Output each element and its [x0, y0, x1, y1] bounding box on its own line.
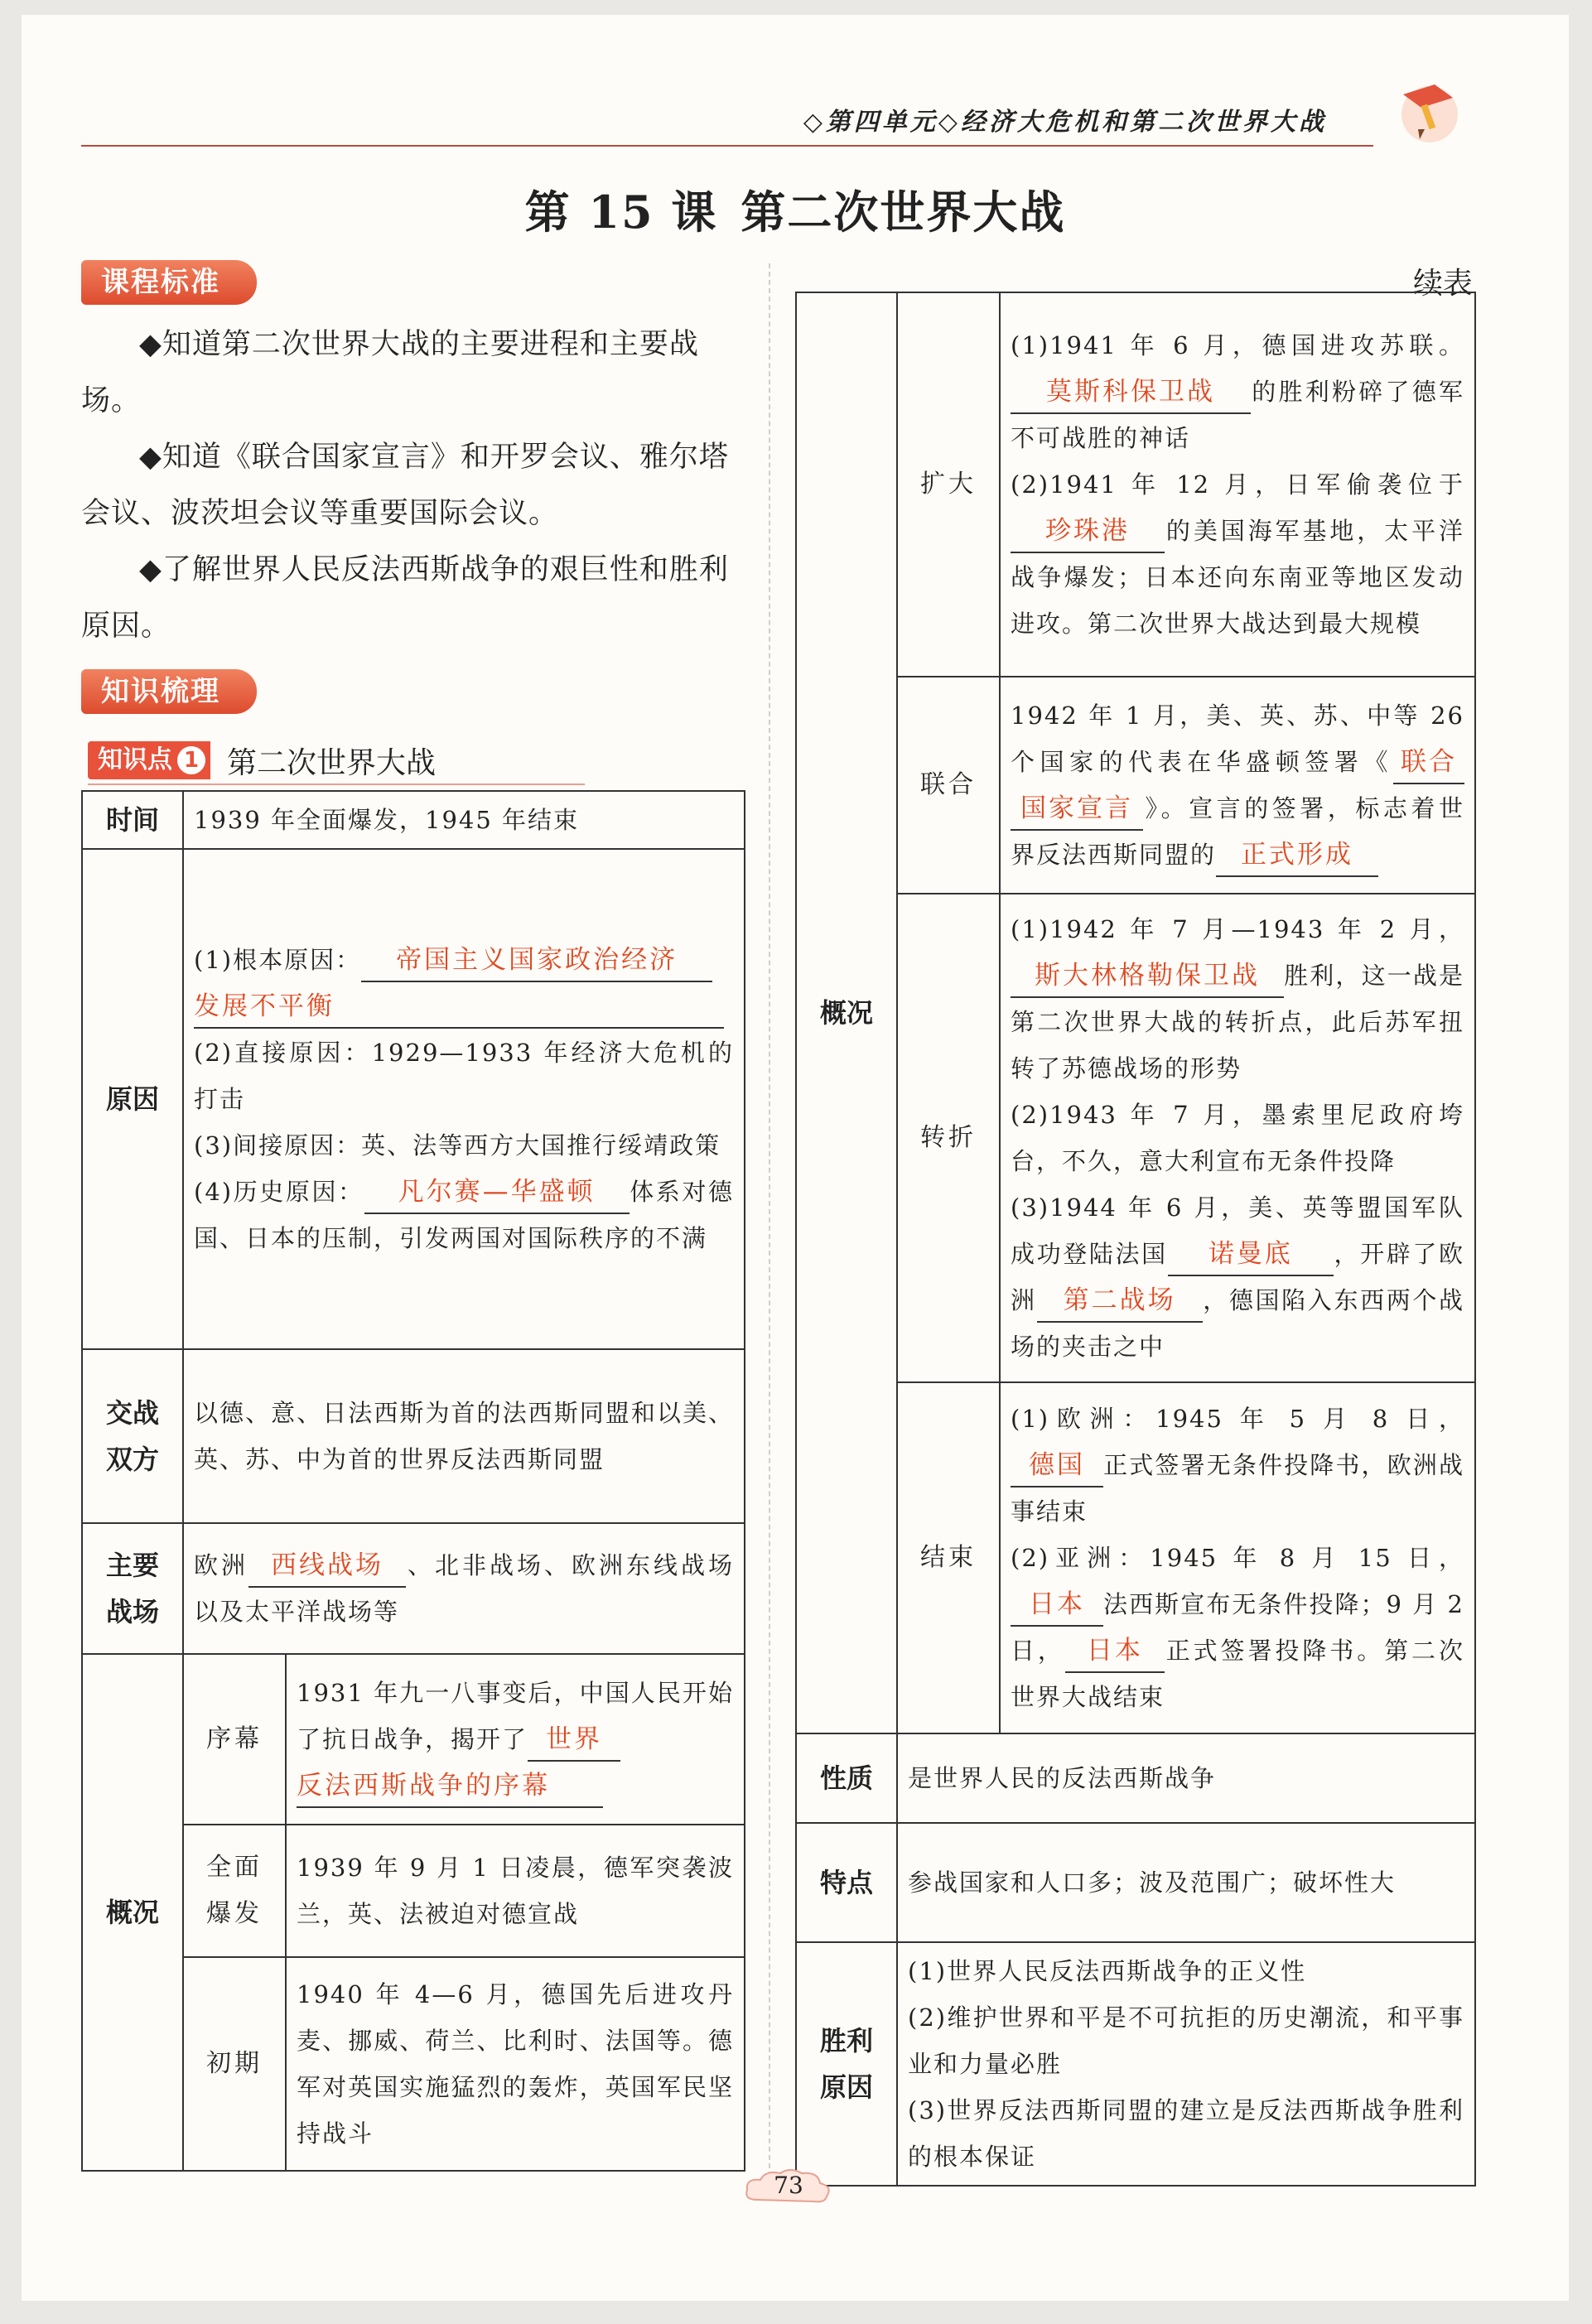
- answer-western-front: 西线战场: [248, 1545, 406, 1588]
- standards-tag: 课程标准: [81, 260, 257, 305]
- prologue-text: [286, 1654, 745, 1825]
- victory-reason-1: (1)世界人民反法西斯战争的正义性: [908, 1957, 1307, 1985]
- left-table: [81, 790, 745, 2172]
- unit-header: ◇第四单元◇经济大危机和第二次世界大战: [803, 108, 1327, 137]
- continued-label: 续表: [1413, 267, 1474, 301]
- outbreak-label-a: 全面: [206, 1853, 263, 1882]
- nature-label: 性质: [796, 1733, 897, 1823]
- victory-label: [796, 1942, 897, 2186]
- textbook-page: [22, 15, 1569, 2301]
- battlefield-label-a: 主要: [105, 1550, 159, 1581]
- row-nature: [796, 1733, 1475, 1823]
- battlefield-suffix: 、北非战场、欧洲东线战场以及太平洋战场等: [194, 1551, 734, 1626]
- cause-text: [183, 849, 745, 1349]
- victory-label-b: 原因: [819, 2071, 873, 2103]
- answer-second-front: 第二战场: [1037, 1280, 1203, 1323]
- turn-3-middle: ，开辟了欧洲: [1011, 1240, 1464, 1314]
- features-label: 特点: [796, 1823, 897, 1942]
- time-label: 时间: [82, 791, 183, 849]
- unite-label: 联合: [897, 677, 1000, 894]
- knowledge-point-number: 1: [177, 746, 205, 774]
- turn-label: 转折: [897, 894, 1000, 1382]
- answer-japan-1: 日本: [1011, 1584, 1103, 1627]
- victory-text: [897, 1942, 1475, 2186]
- turn-3-suffix: ，德国陷入东西两个战场的夹击之中: [1011, 1286, 1464, 1361]
- answer-root-cause-b: 发展不平衡: [194, 986, 724, 1029]
- expand-1-prefix: (1)1941 年 6 月，德国进攻苏联。: [1011, 331, 1464, 359]
- graduation-pencil-icon: [1387, 75, 1466, 149]
- turn-1-suffix: 胜利，这一战是第二次世界大战的转折点，此后苏军扭转了苏德战场的形势: [1011, 962, 1464, 1082]
- sides-label: [82, 1349, 183, 1523]
- answer-versailles-washington: 凡尔赛—华盛顿: [364, 1171, 630, 1214]
- row-turn: [796, 894, 1475, 1382]
- overview-label: 概况: [82, 1654, 183, 2171]
- row-victory: [796, 1942, 1475, 2186]
- row-cause: [82, 849, 745, 1349]
- victory-label-a: 胜利: [819, 2025, 873, 2056]
- knowledge-point-heading: [88, 740, 436, 780]
- answer-normandy: 诺曼底: [1168, 1233, 1334, 1276]
- cause-2: (2)直接原因：1929—1933 年经济大危机的打击: [194, 1039, 735, 1113]
- end-2-suffix: 正式签署投降书。第二次世界大战结束: [1011, 1637, 1464, 1711]
- knowledge-point-rule: [88, 784, 585, 785]
- lesson-title: [22, 177, 1569, 241]
- row-features: [796, 1823, 1475, 1942]
- cause-4-prefix: (4)历史原因：: [194, 1178, 364, 1206]
- prologue-prefix: 1931 年九一八事变后，中国人民开始了抗日战争，揭开了: [297, 1679, 735, 1753]
- time-text: 1939 年全面爆发，1945 年结束: [183, 791, 745, 849]
- features-text: 参战国家和人口多；波及范围广；破坏性大: [897, 1823, 1475, 1942]
- prologue-label: 序幕: [183, 1654, 286, 1825]
- row-expand: [796, 292, 1475, 677]
- unite-prefix: 1942 年 1 月，美、英、苏、中等 26 个国家的代表在华盛顿签署《: [1011, 702, 1464, 776]
- row-sides: [82, 1349, 745, 1523]
- end-1-suffix: 正式签署无条件投降书，欧洲战事结束: [1011, 1451, 1464, 1526]
- turn-1-prefix: (1)1942 年 7 月—1943 年 2 月，: [1011, 915, 1464, 943]
- end-1-prefix: (1)欧洲：1945 年 5 月 8 日，: [1011, 1405, 1464, 1433]
- turn-2: (2)1943 年 7 月，墨索里尼政府垮台，不久，意大利宣布无条件投降: [1011, 1101, 1464, 1175]
- cause-1-prefix: (1)根本原因：: [194, 946, 362, 974]
- victory-reason-2: (2)维护世界和平是不可抗拒的历史潮流，和平事业和力量必胜: [908, 2003, 1464, 2078]
- battlefield-text: [183, 1523, 745, 1654]
- sides-label-b: 双方: [105, 1444, 159, 1475]
- right-table: [795, 292, 1476, 2187]
- standard-2: ◆知道《联合国家宣言》和开罗会议、雅尔塔会议、波茨坦会议等重要国际会议。: [81, 441, 729, 530]
- row-end: [796, 1382, 1475, 1733]
- turn-3-prefix: (3)1944 年 6 月，美、英等盟国军队成功登陆法国: [1011, 1193, 1464, 1268]
- early-label: 初期: [183, 1957, 286, 2171]
- knowledge-tag: 知识梳理: [81, 669, 257, 714]
- end-label: 结束: [897, 1382, 1000, 1733]
- standard-3: ◆了解世界人民反法西斯战争的艰巨性和胜利原因。: [81, 553, 729, 643]
- page-number: [739, 2163, 838, 2210]
- right-overview-label: 概况: [796, 292, 897, 1733]
- unite-text: [1000, 677, 1475, 894]
- header-rule: [81, 145, 1373, 147]
- answer-world: 世界: [528, 1719, 620, 1762]
- turn-text: [1000, 894, 1475, 1382]
- row-battlefield: [82, 1523, 745, 1654]
- expand-2-prefix: (2)1941 年 12 月，日军偷袭位于: [1011, 470, 1464, 499]
- end-2-prefix: (2)亚洲：1945 年 8 月 15 日，: [1011, 1544, 1464, 1572]
- sides-text: 以德、意、日法西斯为首的法西斯同盟和以美、英、苏、中为首的世界反法西斯同盟: [183, 1349, 745, 1523]
- expand-text: [1000, 292, 1475, 677]
- sides-label-a: 交战: [105, 1397, 159, 1429]
- answer-japan-2: 日本: [1065, 1630, 1165, 1673]
- standard-1: ◆知道第二次世界大战的主要进程和主要战场。: [81, 328, 699, 417]
- answer-formally-formed: 正式形成: [1216, 834, 1378, 877]
- unite-middle: 》。宣言的签署，标志着世界反法西斯同盟的: [1011, 794, 1464, 869]
- column-divider: [769, 263, 770, 2193]
- answer-stalingrad: 斯大林格勒保卫战: [1011, 955, 1284, 998]
- answer-united: 联合: [1393, 741, 1464, 784]
- answer-nations-declaration: 国家宣言: [1011, 788, 1143, 831]
- answer-germany: 德国: [1011, 1444, 1103, 1487]
- outbreak-text: 1939 年 9 月 1 日凌晨，德军突袭波兰，英、法被迫对德宣战: [286, 1825, 745, 1957]
- knowledge-point-title: 第二次世界大战: [227, 745, 437, 780]
- answer-pearl-harbor: 珍珠港: [1011, 510, 1165, 553]
- cause-4-suffix: 体系对德国、日本的压制，引发两国对国际秩序的不满: [194, 1178, 734, 1252]
- battlefield-prefix: 欧洲: [194, 1551, 248, 1579]
- row-prologue: [82, 1654, 745, 1825]
- answer-moscow: 莫斯科保卫战: [1011, 371, 1251, 414]
- row-time: [82, 791, 745, 849]
- cause-3: (3)间接原因：英、法等西方大国推行绥靖政策: [194, 1131, 721, 1160]
- end-2-middle: 法西斯宣布无条件投降；9 月 2 日，: [1011, 1590, 1464, 1665]
- early-text: 1940 年 4—6 月，德国先后进攻丹麦、挪威、荷兰、比利时、法国等。德军对英国实施猛烈的轰炸，英国军民坚持战斗: [286, 1957, 745, 2171]
- outbreak-label-b: 爆发: [206, 1899, 263, 1928]
- row-unite: [796, 677, 1475, 894]
- battlefield-label-b: 战场: [105, 1596, 159, 1627]
- knowledge-point-label: 知识点: [98, 745, 172, 774]
- page-number-text: 73: [774, 2172, 803, 2199]
- knowledge-point-badge: [88, 741, 210, 779]
- lesson-number: 第 15 课: [524, 186, 718, 239]
- cause-label: 原因: [82, 849, 183, 1349]
- outbreak-label: [183, 1825, 286, 1957]
- answer-root-cause-a: 帝国主义国家政治经济: [361, 939, 712, 982]
- battlefield-label: [82, 1523, 183, 1654]
- expand-label: 扩大: [897, 292, 1000, 677]
- end-text: [1000, 1382, 1475, 1733]
- lesson-name: 第二次世界大战: [741, 186, 1066, 239]
- nature-text: 是世界人民的反法西斯战争: [897, 1733, 1475, 1823]
- expand-1-suffix: 的胜利粉碎了德军不可战胜的神话: [1011, 378, 1464, 452]
- victory-reason-3: (3)世界反法西斯同盟的建立是反法西斯战争胜利的根本保证: [908, 2096, 1464, 2171]
- expand-2-suffix: 的美国海军基地，太平洋战争爆发；日本还向东南亚等地区发动进攻。第二次世界大战达到最大规模: [1011, 517, 1464, 638]
- answer-prologue: 反法西斯战争的序幕: [297, 1765, 603, 1808]
